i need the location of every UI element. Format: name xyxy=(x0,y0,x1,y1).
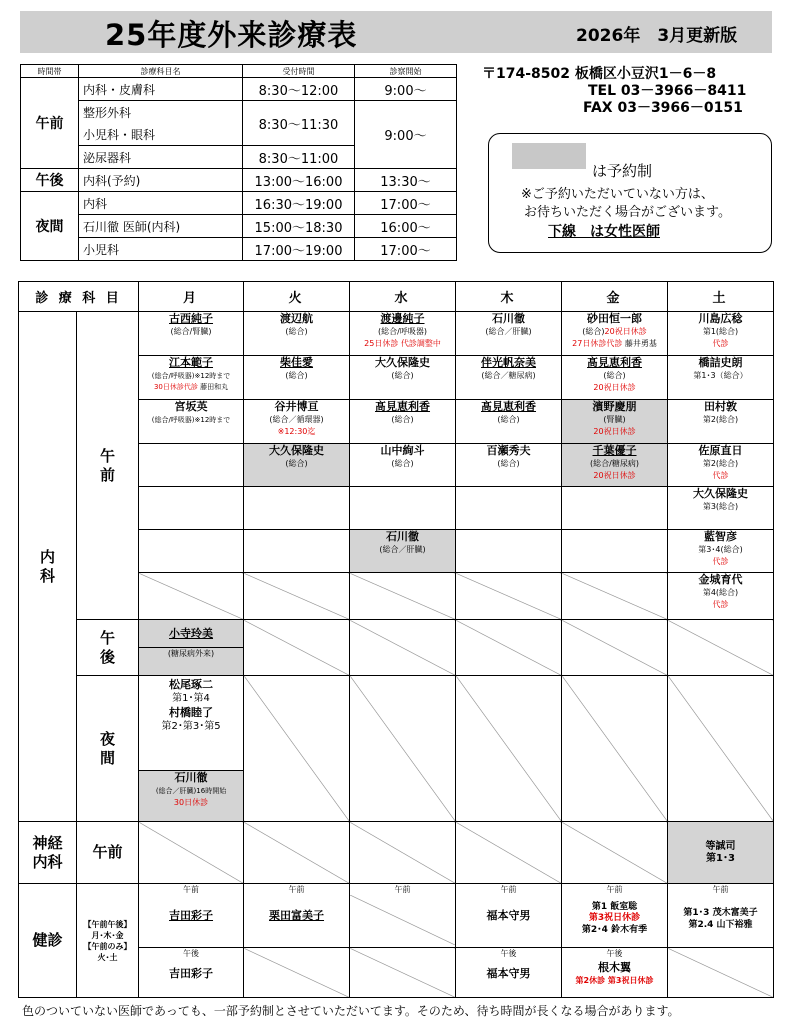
female-doctor-note: 下線 は女性医師 xyxy=(548,224,660,240)
edition-label: 2026年 3月更新版 xyxy=(576,26,738,46)
slot-cell xyxy=(350,444,456,487)
slot-cell-closed xyxy=(244,620,350,676)
day-tue: 火 xyxy=(244,282,350,312)
slot-cell-reserved xyxy=(562,400,668,444)
doctor-name: 江本範子 xyxy=(169,356,214,369)
day-sat: 土 xyxy=(668,282,774,312)
period-pm: 午後 xyxy=(21,169,79,192)
slot-cell xyxy=(350,400,456,444)
hours-row xyxy=(21,78,457,101)
slot-cell xyxy=(350,356,456,400)
hours-row xyxy=(21,238,457,261)
doctor-name: 金城育代 xyxy=(698,573,743,586)
am-row xyxy=(19,312,774,356)
specialty: (総合) xyxy=(497,459,520,468)
slot-cell xyxy=(668,573,774,620)
specialty: (総合／肝臓)16時開始 xyxy=(155,787,227,795)
session-label: 午後 xyxy=(183,949,200,958)
start-time: 17:00～ xyxy=(355,192,457,215)
slot-cell xyxy=(350,312,456,356)
specialty: 第2(総合) xyxy=(702,459,739,468)
session-label: 午前 xyxy=(183,885,200,894)
session-label: 午前 xyxy=(288,885,305,894)
doctor-name: 藍智彦 xyxy=(704,530,738,543)
closure-note: 30日休診 xyxy=(173,798,209,807)
slot-cell xyxy=(456,884,562,948)
doctor-name: 髙見恵利香 xyxy=(587,356,643,369)
doctor-name: 髙見恵利香 xyxy=(481,400,537,413)
time-note: ※12:30迄 xyxy=(277,427,316,436)
doctor-name: 吉田彩子 xyxy=(169,967,214,980)
slot-cell-empty xyxy=(350,487,456,530)
specialty: (総合) xyxy=(391,415,414,424)
reservation-color-swatch xyxy=(512,143,586,169)
substitute-note: 代診 xyxy=(712,339,729,348)
slot-cell-closed xyxy=(562,676,668,822)
kenshin-label: 健診 xyxy=(19,884,77,998)
specialty: (総合/呼吸器)※12時まで xyxy=(151,372,231,380)
slot-cell xyxy=(668,312,774,356)
slot-cell xyxy=(562,884,668,948)
reception-time: 8:30～11:00 xyxy=(243,146,355,169)
period-evening: 夜間 xyxy=(21,192,79,261)
slot-cell-closed xyxy=(456,573,562,620)
period-am: 午前 xyxy=(21,78,79,169)
slot-cell xyxy=(668,444,774,487)
session-label: 午前 xyxy=(394,885,411,894)
doctor-name: 渡辺航 xyxy=(280,312,314,325)
slot-cell-closed xyxy=(350,620,456,676)
specialty: 第1･3（総合） xyxy=(693,371,748,380)
session-label: 午前 xyxy=(712,885,729,894)
hours-row xyxy=(21,192,457,215)
specialty: 第3(総合) xyxy=(702,502,739,511)
internal-medicine-label: 内 科 xyxy=(19,312,77,822)
doctor-name: 砂田恒一郎 xyxy=(587,312,643,325)
week-note: 第1･第4 xyxy=(172,693,210,704)
slot-cell xyxy=(139,676,244,771)
closure-note: 20祝日休診 xyxy=(604,327,647,336)
hours-row xyxy=(21,169,457,192)
day-thu: 木 xyxy=(456,282,562,312)
specialty: (総合) xyxy=(582,327,605,336)
specialty: (総合) xyxy=(285,371,308,380)
slot-cell-closed xyxy=(456,822,562,884)
reception-time: 16:30～19:00 xyxy=(243,192,355,215)
session-label: 午前 xyxy=(606,885,623,894)
slot-cell xyxy=(139,948,244,998)
neurology-am-label: 午前 xyxy=(77,822,139,884)
day-wed: 水 xyxy=(350,282,456,312)
pm-row xyxy=(19,620,774,648)
evening-label: 夜 間 xyxy=(77,676,139,822)
doctor-name: 山中絢斗 xyxy=(380,444,425,457)
specialty: 第4(総合) xyxy=(702,588,739,597)
doctor-name: 松尾琢二 xyxy=(169,678,214,691)
slot-cell xyxy=(562,356,668,400)
slot-cell xyxy=(139,884,244,948)
specialty: 第2(総合) xyxy=(702,415,739,424)
slot-cell-closed xyxy=(244,676,350,822)
doctor-name: 田村敦 xyxy=(704,400,738,413)
closure-note: 27日休診代診 xyxy=(572,339,623,348)
specialty: (総合／糖尿病) xyxy=(481,371,536,380)
hours-row xyxy=(21,215,457,238)
page-title: 25年度外来診療表 xyxy=(105,18,358,52)
address-postal: 〒174-8502 板橋区小豆沢1－6－8 xyxy=(482,66,717,82)
doctor-name: 柴佳愛 xyxy=(280,356,314,369)
week-note: 第2･第3･第5 xyxy=(161,721,221,732)
slot-cell-closed xyxy=(562,822,668,884)
slot-cell-empty xyxy=(562,487,668,530)
doctor-name: 大久保隆史 xyxy=(693,487,749,500)
neurology-row xyxy=(19,822,774,884)
reception-time: 17:00～19:00 xyxy=(243,238,355,261)
doctor-name: 福本守男 xyxy=(486,909,531,922)
session-label: 午前 xyxy=(500,885,517,894)
slot-cell-reserved xyxy=(139,620,244,648)
slot-cell-empty xyxy=(139,444,244,487)
slot-cell-closed xyxy=(350,676,456,822)
week-note: 第1･3 xyxy=(706,852,735,864)
day-mon: 月 xyxy=(139,282,244,312)
doctor-name: 濱野慶朋 xyxy=(592,400,637,413)
slot-cell xyxy=(244,884,350,948)
doctor-name: 根木翼 xyxy=(598,961,632,974)
closure-note: 20祝日休診 xyxy=(593,427,636,436)
start-time: 13:30～ xyxy=(355,169,457,192)
doctor-name: 石川徹 xyxy=(174,771,208,784)
slot-cell-empty xyxy=(139,530,244,573)
specialty: (総合／循環器) xyxy=(269,415,324,424)
slot-cell xyxy=(139,312,244,356)
doctor-name: 石川徹 xyxy=(386,530,420,543)
hours-row xyxy=(21,101,457,124)
reservation-label: は予約制 xyxy=(592,162,653,180)
slot-cell-empty xyxy=(244,530,350,573)
dept-column-header: 診 療 科 目 xyxy=(19,282,139,312)
slot-cell xyxy=(350,884,456,948)
hours-col-reception: 受付時間 xyxy=(243,65,355,78)
doctor-name: 第2.4 山下裕雅 xyxy=(688,920,753,930)
slot-cell-closed xyxy=(350,948,456,998)
specialty: 第3･4(総合) xyxy=(698,545,743,554)
doctor-name: 大久保隆史 xyxy=(375,356,431,369)
slot-cell-reserved xyxy=(350,530,456,573)
hours-col-period: 時間帯 xyxy=(21,65,79,78)
session-label: 午後 xyxy=(606,949,623,958)
closure-note: 20祝日休診 xyxy=(593,383,636,392)
address-tel: TEL 03－3966－8411 xyxy=(588,83,747,99)
doctor-name: 吉田彩子 xyxy=(169,909,214,922)
dept-name: 内科 xyxy=(79,192,243,215)
specialty: (総合) xyxy=(391,371,414,380)
slot-cell-closed xyxy=(668,676,774,822)
slot-cell-closed xyxy=(668,948,774,998)
closure-note: 30日休診代診 xyxy=(153,383,198,391)
doctor-name: 大久保隆史 xyxy=(269,444,325,457)
day-fri: 金 xyxy=(562,282,668,312)
specialty: (総合) xyxy=(391,459,414,468)
reception-time: 8:30～12:00 xyxy=(243,78,355,101)
closure-note: 第3祝日休診 xyxy=(588,913,641,923)
substitute-doctor: 藤井勇基 xyxy=(624,339,657,348)
closure-note: 第2休診 第3祝日休診 xyxy=(575,976,654,985)
doctor-name: 川島広稔 xyxy=(698,312,743,325)
slot-cell-closed xyxy=(244,573,350,620)
slot-cell xyxy=(562,312,668,356)
dept-name: 石川徹 医師(内科) xyxy=(79,215,243,238)
specialty: (総合／肝臓) xyxy=(485,327,532,336)
specialty: (総合) xyxy=(285,459,308,468)
doctor-name: 小寺玲美 xyxy=(169,626,214,640)
slot-cell xyxy=(244,400,350,444)
doctor-name: 髙見恵利香 xyxy=(375,400,431,413)
address-fax: FAX 03－3966－0151 xyxy=(583,100,743,116)
doctor-name: 第1･3 茂木富美子 xyxy=(683,908,758,918)
slot-cell-closed xyxy=(562,620,668,676)
slot-closed-mark xyxy=(350,895,455,945)
substitute-note: 代診 xyxy=(712,600,729,609)
slot-cell xyxy=(244,356,350,400)
footer-note: 色のついていない医師であっても、一部予約制とさせていただいてます。そのため、待ち時間が長くなる場合があります。 xyxy=(22,1004,680,1018)
slot-cell xyxy=(456,356,562,400)
slot-cell-closed xyxy=(456,676,562,822)
specialty: (総合/呼吸器)※12時まで xyxy=(151,416,231,424)
specialty: (腎臓) xyxy=(603,415,626,424)
slot-cell-empty xyxy=(456,487,562,530)
closure-note: 20祝日休診 xyxy=(593,471,636,480)
slot-cell xyxy=(139,400,244,444)
slot-cell-reserved xyxy=(668,822,774,884)
specialty: (総合/糖尿病) xyxy=(590,459,639,468)
dept-name: 整形外科 xyxy=(79,101,243,124)
slot-cell xyxy=(139,356,244,400)
doctor-name: 村橋睦了 xyxy=(169,706,214,719)
schedule-header-row xyxy=(19,282,774,312)
dept-name: 小児科・眼科 xyxy=(79,123,243,146)
slot-cell-reserved xyxy=(562,444,668,487)
specialty: (総合) xyxy=(285,327,308,336)
hours-col-start: 診察開始 xyxy=(355,65,457,78)
reception-time: 15:00～18:30 xyxy=(243,215,355,238)
kenshin-hours-note: 【午前午後】 月･木･金 【午前のみ】 火･土 xyxy=(77,884,139,998)
doctor-name: 千葉優子 xyxy=(592,444,637,457)
doctor-name: 渡邊純子 xyxy=(380,312,425,325)
slot-cell xyxy=(456,948,562,998)
specialty: (総合) xyxy=(603,371,626,380)
slot-cell-closed xyxy=(350,822,456,884)
slot-cell xyxy=(668,400,774,444)
hours-header-row xyxy=(21,65,457,78)
slot-cell-empty xyxy=(456,530,562,573)
slot-cell-empty xyxy=(244,487,350,530)
doctor-name: 伴光帆奈美 xyxy=(481,356,537,369)
slot-cell xyxy=(668,487,774,530)
slot-cell-closed xyxy=(244,948,350,998)
slot-cell-closed xyxy=(562,573,668,620)
substitute-note: 代診 xyxy=(712,557,729,566)
slot-cell-reserved xyxy=(139,771,244,822)
doctor-name: 宮坂英 xyxy=(174,400,208,413)
schedule-table xyxy=(18,281,774,998)
slot-cell-closed xyxy=(350,573,456,620)
doctor-name: 等誠司 xyxy=(705,840,736,852)
start-time: 9:00～ xyxy=(355,101,457,169)
doctor-name: 第1 飯室聡 xyxy=(591,902,638,912)
substitute-note: 代診 xyxy=(712,471,729,480)
hours-table xyxy=(20,64,457,261)
doctor-name: 福本守男 xyxy=(486,967,531,980)
doctor-name: 橋詰史朗 xyxy=(698,356,743,369)
reservation-line1: ※ご予約いただいていない方は、 xyxy=(521,187,714,202)
dept-name: 泌尿器科 xyxy=(79,146,243,169)
slot-cell-closed xyxy=(668,620,774,676)
slot-cell-closed xyxy=(139,573,244,620)
slot-cell-closed xyxy=(139,822,244,884)
specialty: (総合/腎臓) xyxy=(170,327,212,336)
evening-row xyxy=(19,676,774,771)
slot-cell xyxy=(668,356,774,400)
slot-cell xyxy=(456,400,562,444)
slot-cell-empty xyxy=(139,487,244,530)
kenshin-am-row xyxy=(19,884,774,948)
neurology-label: 神経 内科 xyxy=(19,822,77,884)
slot-cell xyxy=(456,444,562,487)
slot-cell-closed xyxy=(456,620,562,676)
slot-cell xyxy=(456,312,562,356)
reception-time: 13:00～16:00 xyxy=(243,169,355,192)
slot-cell-empty xyxy=(562,530,668,573)
doctor-name: 百瀬秀夫 xyxy=(486,444,531,457)
slot-cell xyxy=(244,312,350,356)
am-label: 午 前 xyxy=(77,312,139,620)
doctor-name: 石川徹 xyxy=(492,312,526,325)
doctor-name: 谷井博亘 xyxy=(274,400,319,413)
slot-cell xyxy=(668,530,774,573)
specialty: 第1(総合) xyxy=(702,327,739,336)
start-time: 17:00～ xyxy=(355,238,457,261)
dept-name: 小児科 xyxy=(79,238,243,261)
pm-label: 午 後 xyxy=(77,620,139,676)
slot-cell-reserved xyxy=(244,444,350,487)
slot-cell xyxy=(562,948,668,998)
dept-name: 内科・皮膚科 xyxy=(79,78,243,101)
start-time: 16:00～ xyxy=(355,215,457,238)
specialty: (総合/呼吸器) xyxy=(378,327,427,336)
hours-col-dept: 診療科目名 xyxy=(79,65,243,78)
doctor-name: 栗田富美子 xyxy=(269,909,325,922)
slot-cell-closed xyxy=(244,822,350,884)
doctor-name: 古西純子 xyxy=(169,312,214,325)
slot-cell xyxy=(668,884,774,948)
substitute-doctor: 藤田和丸 xyxy=(200,383,229,391)
closure-note: 25日休診 代診調整中 xyxy=(364,339,441,348)
specialty: (総合) xyxy=(497,415,520,424)
slot-cell-reserved xyxy=(139,648,244,676)
doctor-name: 佐原直日 xyxy=(698,444,743,457)
specialty: (糖尿病外来) xyxy=(167,649,215,658)
reception-time: 8:30～11:30 xyxy=(243,101,355,146)
reservation-line2: お待ちいただく場合がございます。 xyxy=(524,205,731,220)
session-label: 午後 xyxy=(500,949,517,958)
doctor-name: 第2･4 鈴木有季 xyxy=(581,925,648,935)
dept-name: 内科(予約) xyxy=(79,169,243,192)
specialty: (総合／肝臓) xyxy=(379,545,426,554)
start-time: 9:00～ xyxy=(355,78,457,101)
